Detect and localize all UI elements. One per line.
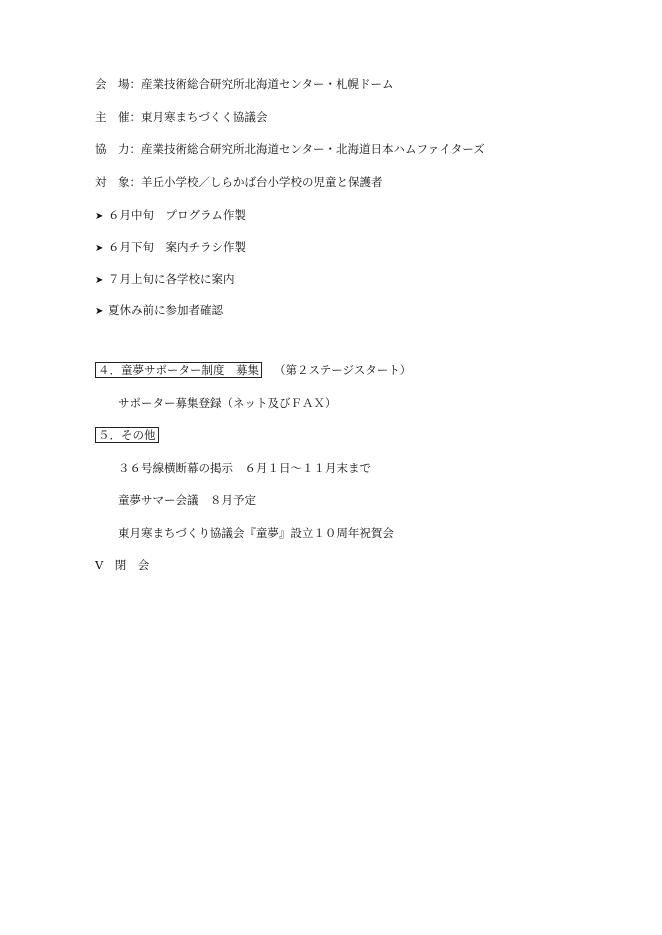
section4-registration: サポーター募集登録（ネット及びＦＡＸ） [118,396,337,410]
section5-item: 童夢サマー会議 ８月予定 [118,493,256,507]
section4-heading: ４．童夢サポーター制度 募集 [95,362,262,378]
schedule-item [95,271,235,289]
closing-heading: Ⅴ 閉 会 [95,558,150,572]
section4-heading-line [95,362,411,378]
venue-line: 会 場：産業技術総合研究所北海道センター・札幌ドーム [95,77,394,91]
arrowhead-bullet-icon: ➤ [95,306,104,317]
section5-item: 東月寒まちづくり協議会『童夢』設立１０周年祝賀会 [118,526,394,540]
section5-item: ３６号線横断幕の掲示 ６月１日～１１月末まで [118,461,371,475]
schedule-item-text: ７月上旬に各学校に案内 [108,272,235,286]
schedule-item-text: 夏休み前に参加者確認 [108,303,223,317]
organizer-line: 主 催：東月寒まちづくく協議会 [95,110,268,124]
section4-note: （第２ステージスタート） [274,363,412,377]
arrowhead-bullet-icon: ➤ [95,211,104,222]
schedule-item [95,239,246,257]
arrowhead-bullet-icon: ➤ [95,243,104,254]
schedule-item [95,207,246,225]
target-line: 対 象：羊丘小学校／しらかば台小学校の児童と保護者 [95,175,383,189]
section5-heading-line [95,427,171,443]
schedule-item-text: ６月中旬 プログラム作製 [108,208,246,222]
schedule-item-text: ６月下旬 案内チラシ作製 [108,240,246,254]
schedule-item [95,302,223,320]
cooperation-line: 協 力：産業技術総合研究所北海道センター・北海道日本ハムファイターズ [95,142,485,156]
arrowhead-bullet-icon: ➤ [95,275,104,286]
section5-heading: ５．その他 [95,427,159,443]
